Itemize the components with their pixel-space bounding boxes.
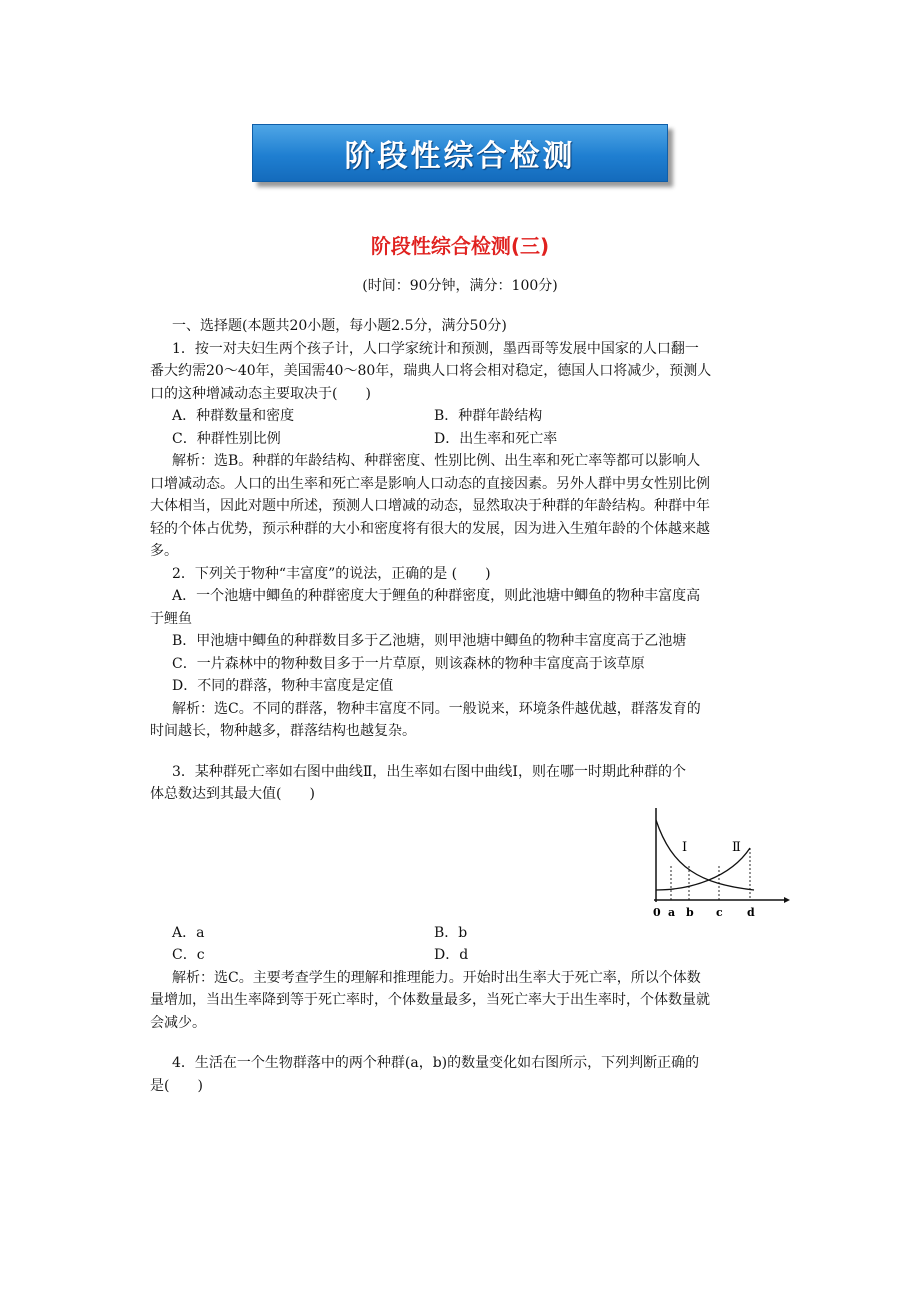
q2-option-a: A．一个池塘中鲫鱼的种群密度大于鲤鱼的种群密度，则此池塘中鲫鱼的物种丰富度高 [172,588,701,604]
series-label-ii: Ⅱ [732,839,741,855]
q2-analysis-line: 时间越长，物种越多，群落结构也越复杂。 [150,723,416,739]
q3-analysis-line: 解析：选C。主要考查学生的理解和推理能力。开始时出生率大于死亡率，所以个体数 [172,969,701,986]
q1-analysis-line: 口增减动态。人口的出生率和死亡率是影响人口动态的直接因素。另外人群中男女性别比例 [150,475,710,492]
q2-analysis-line: 解析：选C。不同的群落，物种丰富度不同。一般说来，环境条件越优越，群落发育的 [172,700,701,717]
x-tick-label: a [668,905,676,919]
q1-analysis-line: 大体相当，因此对题中所述，预测人口增减的动态，显然取决于种群的年龄结构。种群中年 [150,498,710,514]
spacer [150,743,782,761]
q3-options-row [150,922,782,945]
q2-option-b: B．甲池塘中鲫鱼的种群数目多于乙池塘，则甲池塘中鲫鱼的物种丰富度高于乙池塘 [172,633,687,649]
q1-stem-line: 1．按一对夫妇生两个孩子计，人口学家统计和预测，墨西哥等发展中国家的人口翻一 [172,340,699,357]
q3-stem-line: 3．某种群死亡率如右图中曲线Ⅱ，出生率如右图中曲线Ⅰ，则在哪一时期此种群的个 [172,763,686,780]
birth-death-rate-chart [650,806,790,922]
q1-analysis-line: 多。 [150,543,178,559]
q1-option-c: C．种群性别比例 [172,430,281,447]
q3-option-c: C．c [172,947,205,963]
x-tick-label: d [747,905,755,919]
q2-option-a-cont: 于鲤鱼 [150,610,192,627]
q1-stem-line: 口的这种增减动态主要取决于( ) [150,385,371,402]
banner-text: 阶段性综合检测 [344,139,576,174]
q1-option-b: B．种群年龄结构 [434,408,543,424]
q1-option-d: D．出生率和死亡率 [434,430,558,447]
document-body [150,315,782,1097]
q4-stem-line: 4．生活在一个生物群落中的两个种群(a，b)的数量变化如右图所示，下列判断正确的 [172,1055,700,1071]
x-tick-label: c [716,905,723,919]
section-heading: 一、选择题(本题共20小题，每小题2.5分，满分50分) [172,318,507,334]
x-tick-label: 0 [653,905,661,919]
exam-meta: (时间：90分钟，满分：100分) [362,278,558,294]
q3-stem-line: 体总数达到其最大值( ) [150,786,315,802]
q1-analysis-line: 轻的个体占优势，预示种群的大小和密度将有很大的发展，因为进入生殖年龄的个体越来越 [150,520,710,537]
q1-option-a: A．种群数量和密度 [172,408,295,424]
q2-option-d: D．不同的群落，物种丰富度是定值 [172,678,394,694]
q3-figure-row [150,806,782,922]
q3-analysis-line: 会减少。 [150,1014,206,1031]
q1-stem-line: 番大约需20～40年，美国需40～80年，瑞典人口将会相对稳定，德国人口将减少，预测人 [150,363,712,379]
q1-analysis-line: 解析：选B。种群的年龄结构、种群密度、性别比例、出生率和死亡率等都可以影响人 [172,453,701,469]
q3-option-a: A．a [172,924,205,941]
document-title: 阶段性综合检测(三) [370,234,550,258]
q3-option-b: B．b [434,924,468,941]
banner [252,124,668,182]
q2-option-c: C．一片森林中的物种数目多于一片草原，则该森林的物种丰富度高于该草原 [172,655,645,672]
q3-options-row [150,944,782,967]
q2-stem: 2．下列关于物种“丰富度”的说法，正确的是 ( ) [172,565,491,582]
q1-options-row [150,405,782,428]
series-label-i: Ⅰ [682,839,688,855]
spacer [150,1034,782,1052]
q4-stem-line: 是( ) [150,1077,203,1094]
q3-option-d: D．d [434,947,469,963]
q3-analysis-line: 量增加，当出生率降到等于死亡率时，个体数量最多，当死亡率大于出生率时，个体数量就 [150,992,710,1008]
x-tick-label: b [686,905,694,919]
q1-options-row [150,428,782,451]
x-axis-arrow [784,897,790,903]
